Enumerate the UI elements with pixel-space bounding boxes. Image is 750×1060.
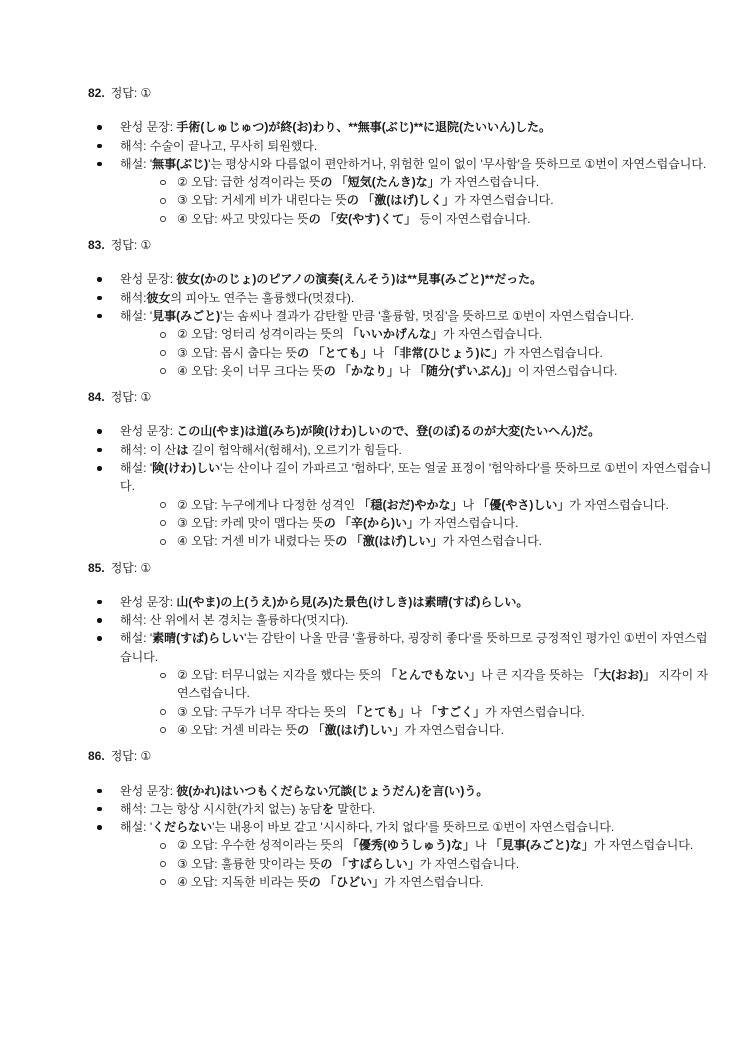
- sub-bullet-item: [88, 344, 718, 362]
- item-text: [120, 593, 718, 611]
- circle-bullet-icon: [160, 502, 166, 508]
- item-text: [120, 289, 718, 307]
- text-segment: 가 자연스럽습니다.: [439, 175, 540, 190]
- disc-bullet-icon: [97, 296, 102, 301]
- text-segment: 이 자연스럽습니다.: [517, 363, 618, 378]
- text-segment: ③ 오답: 카레 맛이 맵다는 뜻: [177, 515, 324, 530]
- text-segment: 완성 문장:: [120, 272, 177, 287]
- text-segment: 「大(おお)」: [587, 668, 656, 683]
- text-segment: 「見事(みごと)な」: [489, 838, 594, 853]
- item-text: [120, 611, 718, 629]
- disc-bullet-icon: [97, 807, 102, 812]
- disc-bullet-icon: [97, 448, 102, 453]
- bullet-item: [88, 155, 718, 173]
- answer-label: 정답: ①: [110, 560, 152, 575]
- text-segment: 의 피아노 연주는 훌륭했다(멋졌다).: [170, 290, 355, 305]
- sub-bullet-item: [88, 873, 718, 891]
- text-segment: ② 오답: 우수한 성적이라는 뜻의: [177, 838, 347, 853]
- question-heading: [88, 559, 718, 577]
- item-text: [120, 422, 718, 440]
- sub-bullet-item: [88, 721, 718, 739]
- text-segment: 나: [462, 497, 478, 512]
- circle-bullet-icon: [160, 216, 166, 222]
- bullet-item: [88, 118, 718, 136]
- circle-bullet-icon: [160, 368, 166, 374]
- item-text: [120, 118, 718, 136]
- text-segment: ④ 오답: 옷이 너무 크다는 뜻: [177, 363, 324, 378]
- text-segment: 길이 험악해서(험해서), 오르기가 힘들다.: [188, 442, 402, 457]
- sub-bullet-item: [88, 836, 718, 854]
- text-segment: 가 자연스럽습니다.: [419, 856, 520, 871]
- text-segment: 「とんでもない」: [384, 668, 481, 683]
- text-segment: 彼女: [146, 290, 171, 305]
- disc-bullet-icon: [97, 162, 102, 167]
- text-segment: 가 자연스럽습니다.: [384, 874, 484, 889]
- text-segment: ② 오답: 누구에게나 다정한 성격인: [177, 497, 359, 512]
- text-segment: 가 자연스럽습니다.: [442, 327, 543, 342]
- text-segment: の 「激(はげ)しく」: [346, 193, 455, 208]
- text-segment: 해석: 그는 항상 시시한(가치 없는) 농담: [120, 801, 322, 816]
- sub-bullet-item: [88, 210, 718, 228]
- sub-bullet-item: [88, 703, 718, 721]
- bullet-item: [88, 307, 718, 325]
- text-segment: 해설: ': [120, 156, 153, 171]
- bullet-item: [88, 818, 718, 836]
- text-segment: 彼女(かのじょ)のピアノの演奏(えんそう)は**見事(みごと)**だった。: [176, 272, 543, 287]
- text-segment: 「非常(ひじょう)に」: [387, 345, 504, 360]
- circle-bullet-icon: [160, 198, 166, 204]
- sub-bullet-item: [88, 514, 718, 532]
- text-segment: 해설: ': [120, 308, 153, 323]
- text-segment: ② 오답: 급한 성격이라는 뜻: [177, 175, 321, 190]
- text-segment: 「いいかげんな」: [346, 327, 443, 342]
- item-text: [177, 496, 718, 514]
- disc-bullet-icon: [97, 825, 102, 830]
- item-text: [177, 362, 718, 380]
- text-segment: 「優(やさ)しい」: [477, 497, 570, 512]
- text-segment: の 「ひどい」: [308, 874, 385, 889]
- text-segment: の 「安(やす)くて」: [308, 211, 417, 226]
- text-segment: 가 자연스럽습니다.: [485, 704, 585, 719]
- circle-bullet-icon: [160, 332, 166, 338]
- text-segment: 나: [372, 345, 388, 360]
- text-segment: 완성 문장:: [120, 783, 177, 798]
- question-block: [88, 236, 718, 380]
- text-segment: 「優秀(ゆうしゅう)な」: [346, 838, 475, 853]
- text-segment: '는 평상시와 다름없이 편안하거나, 위험한 일이 없이 '무사함'을 뜻하므로 ①번이 자연스럽습니다.: [208, 156, 707, 171]
- answer-key-list: [88, 84, 718, 891]
- item-text: [177, 532, 718, 550]
- question-number: 86.: [88, 749, 105, 764]
- disc-bullet-icon: [97, 618, 102, 623]
- text-segment: 나: [474, 838, 490, 853]
- text-segment: 지각이 자연스럽습니다.: [177, 668, 709, 701]
- sub-bullet-item: [88, 191, 718, 209]
- disc-bullet-icon: [97, 429, 102, 434]
- text-segment: 등이 자연스럽습니다.: [416, 211, 531, 226]
- text-segment: ④ 오답: 지독한 비라는 뜻: [177, 874, 309, 889]
- question-heading: [88, 747, 718, 765]
- text-segment: 「すごく」: [425, 704, 486, 719]
- sub-bullet-item: [88, 532, 718, 550]
- item-text: [177, 703, 718, 721]
- sub-bullet-item: [88, 362, 718, 380]
- text-segment: の 「激(はげ)しい」: [297, 722, 405, 737]
- disc-bullet-icon: [97, 789, 102, 794]
- bullet-list: [88, 118, 718, 228]
- item-text: [177, 836, 718, 854]
- text-segment: '는 내용이 바보 같고 '시시하다, 가치 없다'를 뜻하므로 ①번이 자연스럽습니다.: [212, 820, 615, 835]
- text-segment: 해설: ': [120, 461, 153, 476]
- text-segment: ② 오답: 터무니없는 지각을 했다는 뜻의: [177, 668, 385, 683]
- question-number: 82.: [88, 86, 105, 100]
- item-text: [177, 191, 718, 209]
- text-segment: 手術(しゅじゅつ)が終(お)わり、**無事(ぶじ)**に退院(たいいん)した。: [176, 120, 552, 135]
- circle-bullet-icon: [160, 843, 166, 849]
- answer-label: 정답: ①: [110, 390, 152, 405]
- bullet-list: [88, 782, 718, 892]
- text-segment: この山(やま)は道(みち)が険(けわ)しいので、登(のぼ)るのが大変(たいへん)だ。: [176, 424, 601, 439]
- bullet-item: [88, 137, 718, 155]
- question-number: 83.: [88, 238, 105, 253]
- disc-bullet-icon: [97, 144, 102, 149]
- bullet-item: [88, 422, 718, 440]
- question-block: [88, 84, 718, 228]
- text-segment: 나: [410, 704, 426, 719]
- text-segment: くだらない: [152, 820, 213, 835]
- question-number: 85.: [88, 560, 105, 575]
- circle-bullet-icon: [160, 861, 166, 867]
- text-segment: 가 자연스럽습니다.: [569, 497, 669, 512]
- text-segment: ③ 오답: 거세게 비가 내린다는 뜻: [177, 193, 347, 208]
- item-text: [177, 344, 718, 362]
- bullet-item: [88, 593, 718, 611]
- item-text: [120, 155, 718, 173]
- question-heading: [88, 388, 718, 406]
- answer-label: 정답: ①: [110, 238, 152, 253]
- text-segment: 가 자연스럽습니다.: [593, 838, 694, 853]
- text-segment: '는 산이나 길이 가파르고 '험하다', 또는 얼굴 표정이 '험악하다'를 뜻하므로 ①번이 자연스럽습니다.: [120, 461, 712, 494]
- sub-bullet-item: [88, 173, 718, 191]
- text-segment: 해설: ': [120, 631, 153, 646]
- text-segment: の 「とても」: [297, 345, 373, 360]
- text-segment: の 「辛(から)い」: [323, 515, 420, 530]
- text-segment: の 「すばらしい」: [320, 856, 420, 871]
- text-segment: ② 오답: 엉터리 성격이라는 뜻의: [177, 327, 347, 342]
- text-segment: 나: [399, 363, 414, 378]
- text-segment: '는 감탄이 나올 만큼 '훌륭하다, 굉장히 좋다'를 뜻하므로 긍정적인 평가인 ①번이 자연스럽습니다.: [120, 631, 708, 664]
- item-text: [120, 307, 718, 325]
- text-segment: ③ 오답: 구두가 너무 작다는 뜻의: [177, 704, 351, 719]
- item-text: [177, 721, 718, 739]
- text-segment: 無事(ぶじ): [152, 156, 209, 171]
- bullet-item: [88, 629, 718, 666]
- disc-bullet-icon: [97, 636, 102, 641]
- text-segment: 말한다.: [333, 801, 376, 816]
- circle-bullet-icon: [160, 539, 166, 545]
- text-segment: 해석: 산 위에서 본 경치는 훌륭하다(멋지다).: [120, 613, 349, 628]
- circle-bullet-icon: [160, 673, 166, 679]
- text-segment: は: [176, 442, 189, 457]
- text-segment: の 「短気(たんき)な」: [320, 175, 440, 190]
- question-heading: [88, 84, 718, 102]
- item-text: [120, 818, 718, 836]
- disc-bullet-icon: [97, 125, 102, 130]
- item-text: [177, 514, 718, 532]
- text-segment: 완성 문장:: [120, 594, 177, 609]
- text-segment: 見事(みごと): [152, 308, 221, 323]
- text-segment: 「穏(おだ)やかな」: [358, 497, 463, 512]
- bullet-item: [88, 782, 718, 800]
- item-text: [177, 173, 718, 191]
- item-text: [120, 441, 718, 459]
- bullet-item: [88, 289, 718, 307]
- text-segment: 山(やま)の上(うえ)から見(み)た景色(けしき)は素晴(すば)らしい。: [176, 594, 529, 609]
- circle-bullet-icon: [160, 520, 166, 526]
- text-segment: 가 자연스럽습니다.: [419, 515, 519, 530]
- text-segment: の 「激(はげ)しい」: [335, 534, 443, 549]
- sub-bullet-item: [88, 325, 718, 343]
- disc-bullet-icon: [97, 314, 102, 319]
- answer-label: 정답: ①: [110, 86, 152, 100]
- text-segment: 완성 문장:: [120, 120, 177, 135]
- text-segment: 가 자연스럽습니다.: [442, 534, 543, 549]
- text-segment: 「随分(ずいぶん)」: [413, 363, 518, 378]
- text-segment: 가 자연스럽습니다.: [503, 345, 603, 360]
- circle-bullet-icon: [160, 350, 166, 356]
- sub-bullet-item: [88, 666, 718, 703]
- item-text: [177, 325, 718, 343]
- text-segment: 해설: ': [120, 820, 153, 835]
- text-segment: の 「かなり」: [323, 363, 400, 378]
- text-segment: ④ 오답: 거센 비라는 뜻: [177, 722, 298, 737]
- item-text: [177, 666, 718, 703]
- text-segment: を: [321, 801, 334, 816]
- item-text: [120, 459, 718, 496]
- text-segment: ④ 오답: 거센 비가 내렸다는 뜻: [177, 534, 336, 549]
- item-text: [177, 873, 718, 891]
- question-block: [88, 747, 718, 891]
- bullet-item: [88, 441, 718, 459]
- text-segment: ③ 오답: 몹시 춥다는 뜻: [177, 345, 298, 360]
- question-heading: [88, 236, 718, 254]
- bullet-list: [88, 593, 718, 739]
- question-block: [88, 559, 718, 740]
- text-segment: 「とても」: [350, 704, 411, 719]
- bullet-list: [88, 422, 718, 550]
- text-segment: 険(けわ)しい: [152, 461, 221, 476]
- circle-bullet-icon: [160, 879, 166, 885]
- text-segment: 나 큰 지각을 뜻하는: [481, 668, 588, 683]
- text-segment: 가 자연스럽습니다.: [404, 722, 504, 737]
- question-number: 84.: [88, 390, 105, 405]
- bullet-item: [88, 800, 718, 818]
- text-segment: 素晴(すば)らしい: [152, 631, 245, 646]
- text-segment: ④ 오답: 싸고 맛있다는 뜻: [177, 211, 309, 226]
- text-segment: ③ 오답: 훌륭한 맛이라는 뜻: [177, 856, 321, 871]
- text-segment: 가 자연스럽습니다.: [454, 193, 554, 208]
- bullet-item: [88, 270, 718, 288]
- question-block: [88, 388, 718, 550]
- item-text: [120, 270, 718, 288]
- text-segment: '는 솜씨나 결과가 감탄할 만큼 '훌륭함, 멋짐'을 뜻하므로 ①번이 자연스럽습니다.: [220, 308, 634, 323]
- item-text: [177, 855, 718, 873]
- item-text: [120, 800, 718, 818]
- text-segment: 해석: 수술이 끝나고, 무사히 퇴원했다.: [120, 138, 318, 153]
- text-segment: 해석:: [120, 290, 147, 305]
- bullet-list: [88, 270, 718, 380]
- item-text: [120, 782, 718, 800]
- item-text: [120, 629, 718, 666]
- bullet-item: [88, 611, 718, 629]
- disc-bullet-icon: [97, 600, 102, 605]
- disc-bullet-icon: [97, 466, 102, 471]
- text-segment: 해석: 이 산: [120, 442, 177, 457]
- sub-bullet-item: [88, 855, 718, 873]
- item-text: [120, 137, 718, 155]
- circle-bullet-icon: [160, 727, 166, 733]
- bullet-item: [88, 459, 718, 496]
- item-text: [177, 210, 718, 228]
- circle-bullet-icon: [160, 709, 166, 715]
- text-segment: 彼(かれ)はいつもくだらない冗談(じょうだん)を言(い)う。: [176, 783, 489, 798]
- answer-label: 정답: ①: [110, 749, 152, 764]
- disc-bullet-icon: [97, 277, 102, 282]
- sub-bullet-item: [88, 496, 718, 514]
- circle-bullet-icon: [160, 180, 166, 186]
- text-segment: 완성 문장:: [120, 424, 177, 439]
